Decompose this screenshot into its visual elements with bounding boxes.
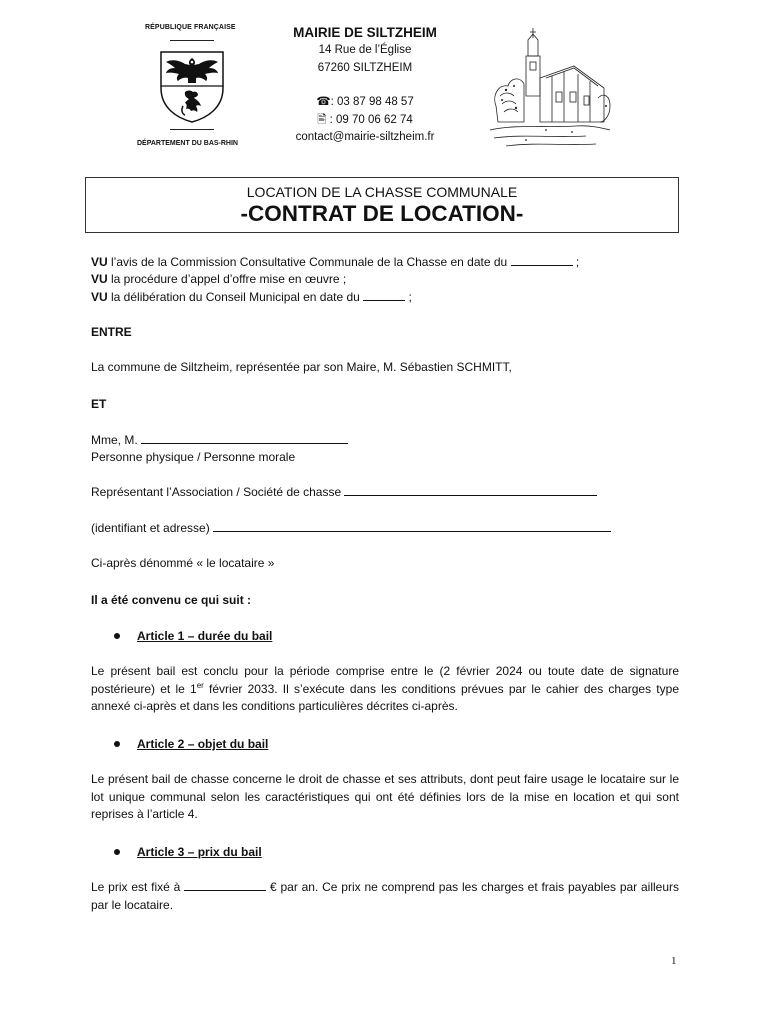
entre-label: ENTRE (91, 325, 132, 339)
republique-label: RÉPUBLIQUE FRANÇAISE (145, 24, 236, 31)
fax-number: 🖹 : 09 70 06 62 74 (317, 113, 413, 126)
article-3-text (91, 879, 679, 914)
mairie-address-block (280, 24, 450, 147)
email-address: contact@mairie-siltzheim.fr (295, 131, 435, 143)
vu-line-3 (91, 289, 412, 307)
article-2-heading (114, 736, 268, 754)
vu-text: la délibération du Conseil Municipal en date du (107, 290, 364, 304)
convenu-line: Il a été convenu ce qui suit : (91, 593, 252, 607)
article-title: Article 2 – objet du bail (137, 737, 269, 751)
phone-number: ☎: 03 87 98 48 57 (316, 96, 414, 108)
mairie-name: MAIRIE DE SILTZHEIM (293, 25, 437, 40)
article-title: Article 3 – prix du bail (137, 845, 262, 859)
article-1-text (91, 663, 679, 716)
article-text: février 2033. Il s’exécute dans les conditions prévues par le cahier des charges type annexé ci-après et dans les conditions particulières décrites ci-après. (91, 681, 679, 713)
divider (170, 40, 214, 41)
blank-field (141, 432, 348, 444)
vu-text: la procédure d’appel d’offre mise en œuvre ; (107, 272, 347, 286)
mme-line (91, 432, 348, 450)
mme-label: Mme, M. (91, 433, 141, 447)
blank-field (344, 484, 597, 496)
vu-text: l’avis de la Commission Consultative Communale de la Chasse en date du (107, 255, 511, 269)
bullet-icon (114, 849, 120, 855)
vu-label: VU (91, 272, 108, 286)
vu-suffix: ; (572, 255, 580, 269)
church-sketch-icon (486, 26, 612, 150)
title-line-2: -CONTRAT DE LOCATION- (240, 201, 524, 226)
title-line-1: LOCATION DE LA CHASSE COMMUNALE (246, 184, 518, 200)
article-3-heading (114, 844, 262, 862)
representant-line (91, 484, 597, 502)
identifiant-line (91, 520, 611, 538)
divider (170, 129, 214, 130)
vu-label: VU (91, 290, 108, 304)
departement-label: DÉPARTEMENT DU BAS-RHIN (137, 140, 238, 147)
bullet-icon (114, 741, 120, 747)
locataire-line: Ci-après dénommé « le locataire » (91, 556, 275, 570)
address-street: 14 Rue de l’Église (318, 44, 412, 56)
article-title: Article 1 – durée du bail (137, 629, 273, 643)
identifiant-label: (identifiant et adresse) (91, 521, 214, 535)
blank-field (363, 289, 405, 301)
page-number: 1 (671, 955, 677, 967)
superscript: er (196, 680, 204, 690)
et-label: ET (91, 397, 107, 411)
article-text: Le présent bail est conclu pour la période comprise entre le (2 février 2024 ou toute date de signature postérieure) et le 1 (91, 664, 679, 696)
coat-of-arms-icon (157, 50, 227, 124)
vu-line-2 (91, 271, 346, 289)
address-city: 67260 SILTZHEIM (317, 61, 413, 74)
bullet-icon (114, 633, 120, 639)
personne-line: Personne physique / Personne morale (91, 450, 296, 464)
representant-label: Représentant l’Association / Société de chasse (91, 485, 345, 499)
vu-suffix: ; (405, 290, 412, 304)
commune-line: La commune de Siltzheim, représentée par son Maire, M. Sébastien SCHMITT, (91, 360, 512, 374)
vu-line-1 (91, 254, 579, 272)
blank-field (213, 520, 611, 532)
article-2-text: Le présent bail de chasse concerne le droit de chasse et ses attributs, dont peut faire usage le locataire sur le lot unique communal selon les caractéristiques qui ont été définies lors de la mise en location et qui sont reprises à l’article 4. (91, 772, 679, 821)
vu-label: VU (91, 255, 108, 269)
document-title-box (85, 177, 679, 233)
article-text: Le prix est fixé à (91, 880, 185, 894)
article-text: € par an. Ce prix ne comprend pas les charges et frais payables par ailleurs par le locataire. (91, 880, 680, 912)
blank-field (511, 254, 573, 266)
blank-field (184, 879, 266, 891)
article-1-heading (114, 628, 272, 646)
